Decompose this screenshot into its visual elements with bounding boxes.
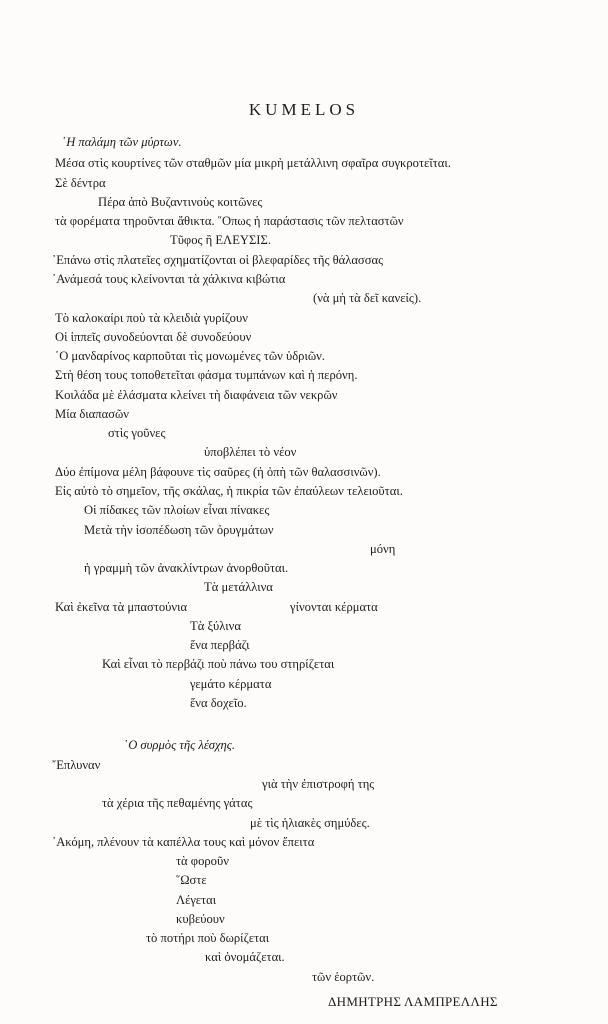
poem-title: KUMELOS xyxy=(248,100,360,119)
poem-line: Τὰ ξύλινα xyxy=(190,619,241,633)
poem-line: ἕνα δοχεῖο. xyxy=(190,696,247,710)
poem-line: Μετὰ τὴν ἰσοπέδωση τῶν ὀρυγμάτων xyxy=(84,523,274,537)
poem-line: Τὰ μετάλλινα xyxy=(204,580,273,594)
poem-line: Λέγεται xyxy=(176,893,217,907)
poem-line: καὶ ὀνομάζεται. xyxy=(205,950,285,964)
poem-line: τὰ φορέματα τηροῦνται ἄθικτα. ῞Οπως ἡ παράστασις τῶν πελταστῶν xyxy=(55,214,404,228)
poem-line: Τῦφος ἢ ΕΛΕΥΣΙΣ. xyxy=(170,233,271,247)
section-heading: ῾Ο συρμὸς τῆς λέσχης. xyxy=(124,738,236,752)
poem-line: Οἱ πίδακες τῶν πλοίων εἶναι πίνακες xyxy=(84,503,270,517)
poem-line: Εἰς αὐτὸ τὸ σημεῖον, τῆς σκάλας, ἡ πικρία τῶν ἐπαύλεων τελειοῦται. xyxy=(55,484,403,498)
poem-line: γίνονται κέρματα xyxy=(290,600,378,614)
section-heading: ῾Η παλάμη τῶν μύρτων. xyxy=(62,135,182,149)
poem-line: τὸ ποτήρι ποὺ δωρίζεται xyxy=(146,931,270,945)
poem-line: τὰ φοροῦν xyxy=(176,854,229,868)
poem-line: Σὲ δέντρα xyxy=(55,176,106,190)
poem-line: (νὰ μὴ τὰ δεῖ κανείς). xyxy=(313,291,422,305)
poem-line: ῞Ωστε xyxy=(176,873,207,887)
poem-line: τὰ χέρια τῆς πεθαμένης γάτας xyxy=(102,796,253,810)
poem-line: μόνη xyxy=(370,542,396,556)
poem-line: Μία διαπασῶν xyxy=(55,407,129,421)
poem-line: Τὸ καλοκαίρι ποὺ τὰ κλειδιὰ γυρίζουν xyxy=(55,311,248,325)
poem-line: κυβεύουν xyxy=(176,912,225,926)
poem-line: ὑποβλέπει τὸ νέον xyxy=(204,445,297,459)
poem-line: Οἱ ἱππεῖς συνοδεύονται δὲ συνοδεύουν xyxy=(55,330,252,344)
poem-line: ἕνα περβάζι xyxy=(190,638,250,652)
poem-line: ᾿Ανάμεσά τους κλείνονται τὰ χάλκινα κιβώτια xyxy=(52,272,286,286)
poem-line: ἡ γραμμὴ τῶν ἀνακλίντρων ἀνορθοῦται. xyxy=(84,561,289,575)
poem-line: Κοιλάδα μὲ ἐλάσματα κλείνει τὴ διαφάνεια τῶν νεκρῶν xyxy=(55,388,338,402)
poem-line: μὲ τὶς ἡλιακὲς σημύδες. xyxy=(250,816,370,830)
poem-line: γιὰ τὴν ἐπιστροφή της xyxy=(262,777,375,791)
poem-line: ῾Ο μανδαρίνος καρποῦται τὶς μονωμένες τῶν ὑδριῶν. xyxy=(55,349,325,363)
poem-line: τῶν ἑορτῶν. xyxy=(312,970,375,984)
poem-line: Καὶ ἐκεῖνα τὰ μπαστούνια xyxy=(55,600,188,614)
poem-line: ῎Επλυναν xyxy=(52,758,101,772)
poem-line: Στὴ θέση τους τοποθετεῖται φάσμα τυμπάνων καὶ ἡ περόνη. xyxy=(55,368,358,382)
poem-line: ᾿Επάνω στὶς πλατεῖες σχηματίζονται οἱ βλεφαρίδες τῆς θάλασσας xyxy=(52,253,384,267)
poem-line: Μέσα στὶς κουρτίνες τῶν σταθμῶν μία μικρὴ μετάλλινη σφαῖρα συγκροτεῖται. xyxy=(55,156,451,170)
poem-line: γεμάτο κέρματα xyxy=(190,677,272,691)
poem-line: Καὶ εἶναι τὸ περβάζι ποὺ πάνω του στηρίζεται xyxy=(102,657,335,671)
poem-line: Δύο ἐπίμονα μέλη βάφουνε τὶς σαῦρες (ἡ ὀπὴ τῶν θαλασσινῶν). xyxy=(55,465,381,479)
poem-line: στὶς γοῦνες xyxy=(108,426,166,440)
author-name: ΔΗΜΗΤΡΗΣ ΛΑΜΠΡΕΛΛΗΣ xyxy=(328,994,498,1009)
poem-line: Πέρα ἀπὸ Βυζαντινοὺς κοιτῶνες xyxy=(98,195,263,209)
poem-line: ᾿Ακόμη, πλένουν τὰ καπέλλα τους καὶ μόνον ἔπειτα xyxy=(52,835,315,849)
